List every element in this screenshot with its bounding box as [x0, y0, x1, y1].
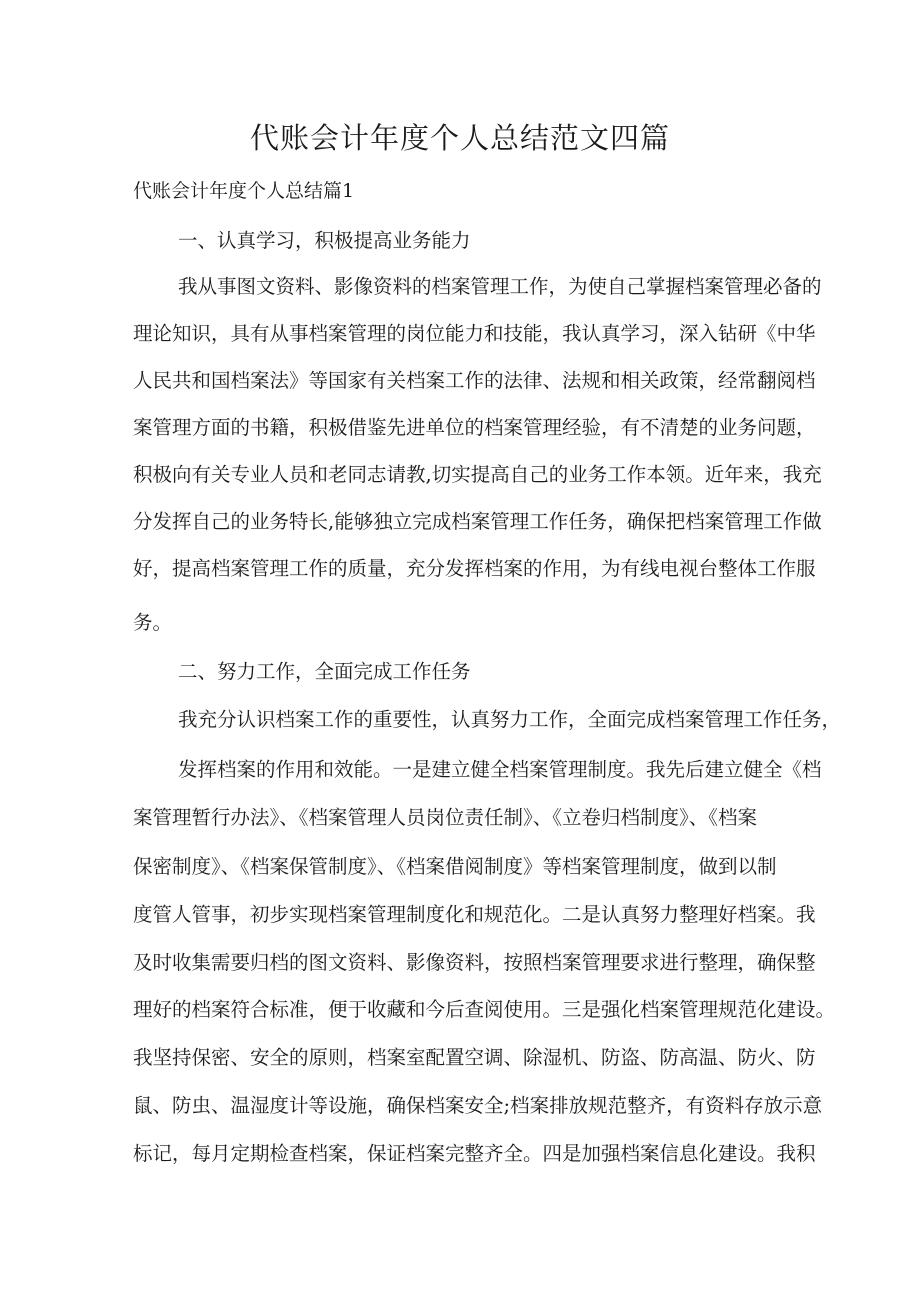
- heading-2: 二、努力工作，全面完成工作任务: [178, 660, 471, 683]
- document-title: 代账会计年度个人总结范文四篇: [249, 121, 670, 155]
- paragraph-line: 积极向有关专业人员和老同志请教,切实提高自己的业务工作本领。近年来，我充: [133, 463, 822, 486]
- paragraph-line: 我坚持保密、安全的原则，档案室配置空调、除湿机、防盗、防高温、防火、防: [133, 1046, 816, 1069]
- paragraph-line: 保密制度》、《档案保管制度》、《档案借阅制度》等档案管理制度，做到以制: [133, 855, 777, 878]
- paragraph-line: 好，提高档案管理工作的质量，充分发挥档案的作用，为有线电视台整体工作服: [133, 557, 816, 580]
- paragraph-line: 发挥档案的作用和效能。一是建立健全档案管理制度。我先后建立健全《档: [178, 758, 822, 781]
- paragraph-line: 鼠、防虫、温湿度计等设施，确保档案安全;档案排放规范整齐，有资料存放示意: [133, 1094, 823, 1117]
- paragraph-line: 及时收集需要归档的图文资料、影像资料，按照档案管理要求进行整理，确保整: [133, 951, 816, 974]
- paragraph-line: 我从事图文资料、影像资料的档案管理工作，为使自己掌握档案管理必备的: [178, 275, 822, 298]
- paragraph-line: 理好的档案符合标准，便于收藏和今后查阅使用。三是强化档案管理规范化建设。: [133, 998, 836, 1021]
- heading-1: 一、认真学习，积极提高业务能力: [178, 229, 471, 252]
- paragraph-line: 案管理方面的书籍，积极借鉴先进单位的档案管理经验，有不清楚的业务问题，: [133, 416, 816, 439]
- paragraph-line: 标记，每月定期检查档案，保证档案完整齐全。四是加强档案信息化建设。我积: [133, 1142, 816, 1165]
- paragraph-line: 案管理暂行办法》、《档案管理人员岗位责任制》、《立卷归档制度》、《档案: [133, 806, 758, 829]
- paragraph-line: 度管人管事，初步实现档案管理制度化和规范化。二是认真努力整理好档案。我: [133, 903, 816, 926]
- paragraph-line: 人民共和国档案法》等国家有关档案工作的法律、法规和相关政策，经常翻阅档: [133, 369, 816, 392]
- paragraph-line: 理论知识，具有从事档案管理的岗位能力和技能，我认真学习，深入钻研《中华: [133, 322, 816, 345]
- paragraph-line: 务。: [133, 611, 173, 634]
- paragraph-line: 分发挥自己的业务特长,能够独立完成档案管理工作任务，确保把档案管理工作做: [133, 510, 822, 533]
- section-subtitle: 代账会计年度个人总结篇1: [133, 180, 355, 202]
- paragraph-line: 我充分认识档案工作的重要性，认真努力工作，全面完成档案管理工作任务，: [178, 708, 842, 731]
